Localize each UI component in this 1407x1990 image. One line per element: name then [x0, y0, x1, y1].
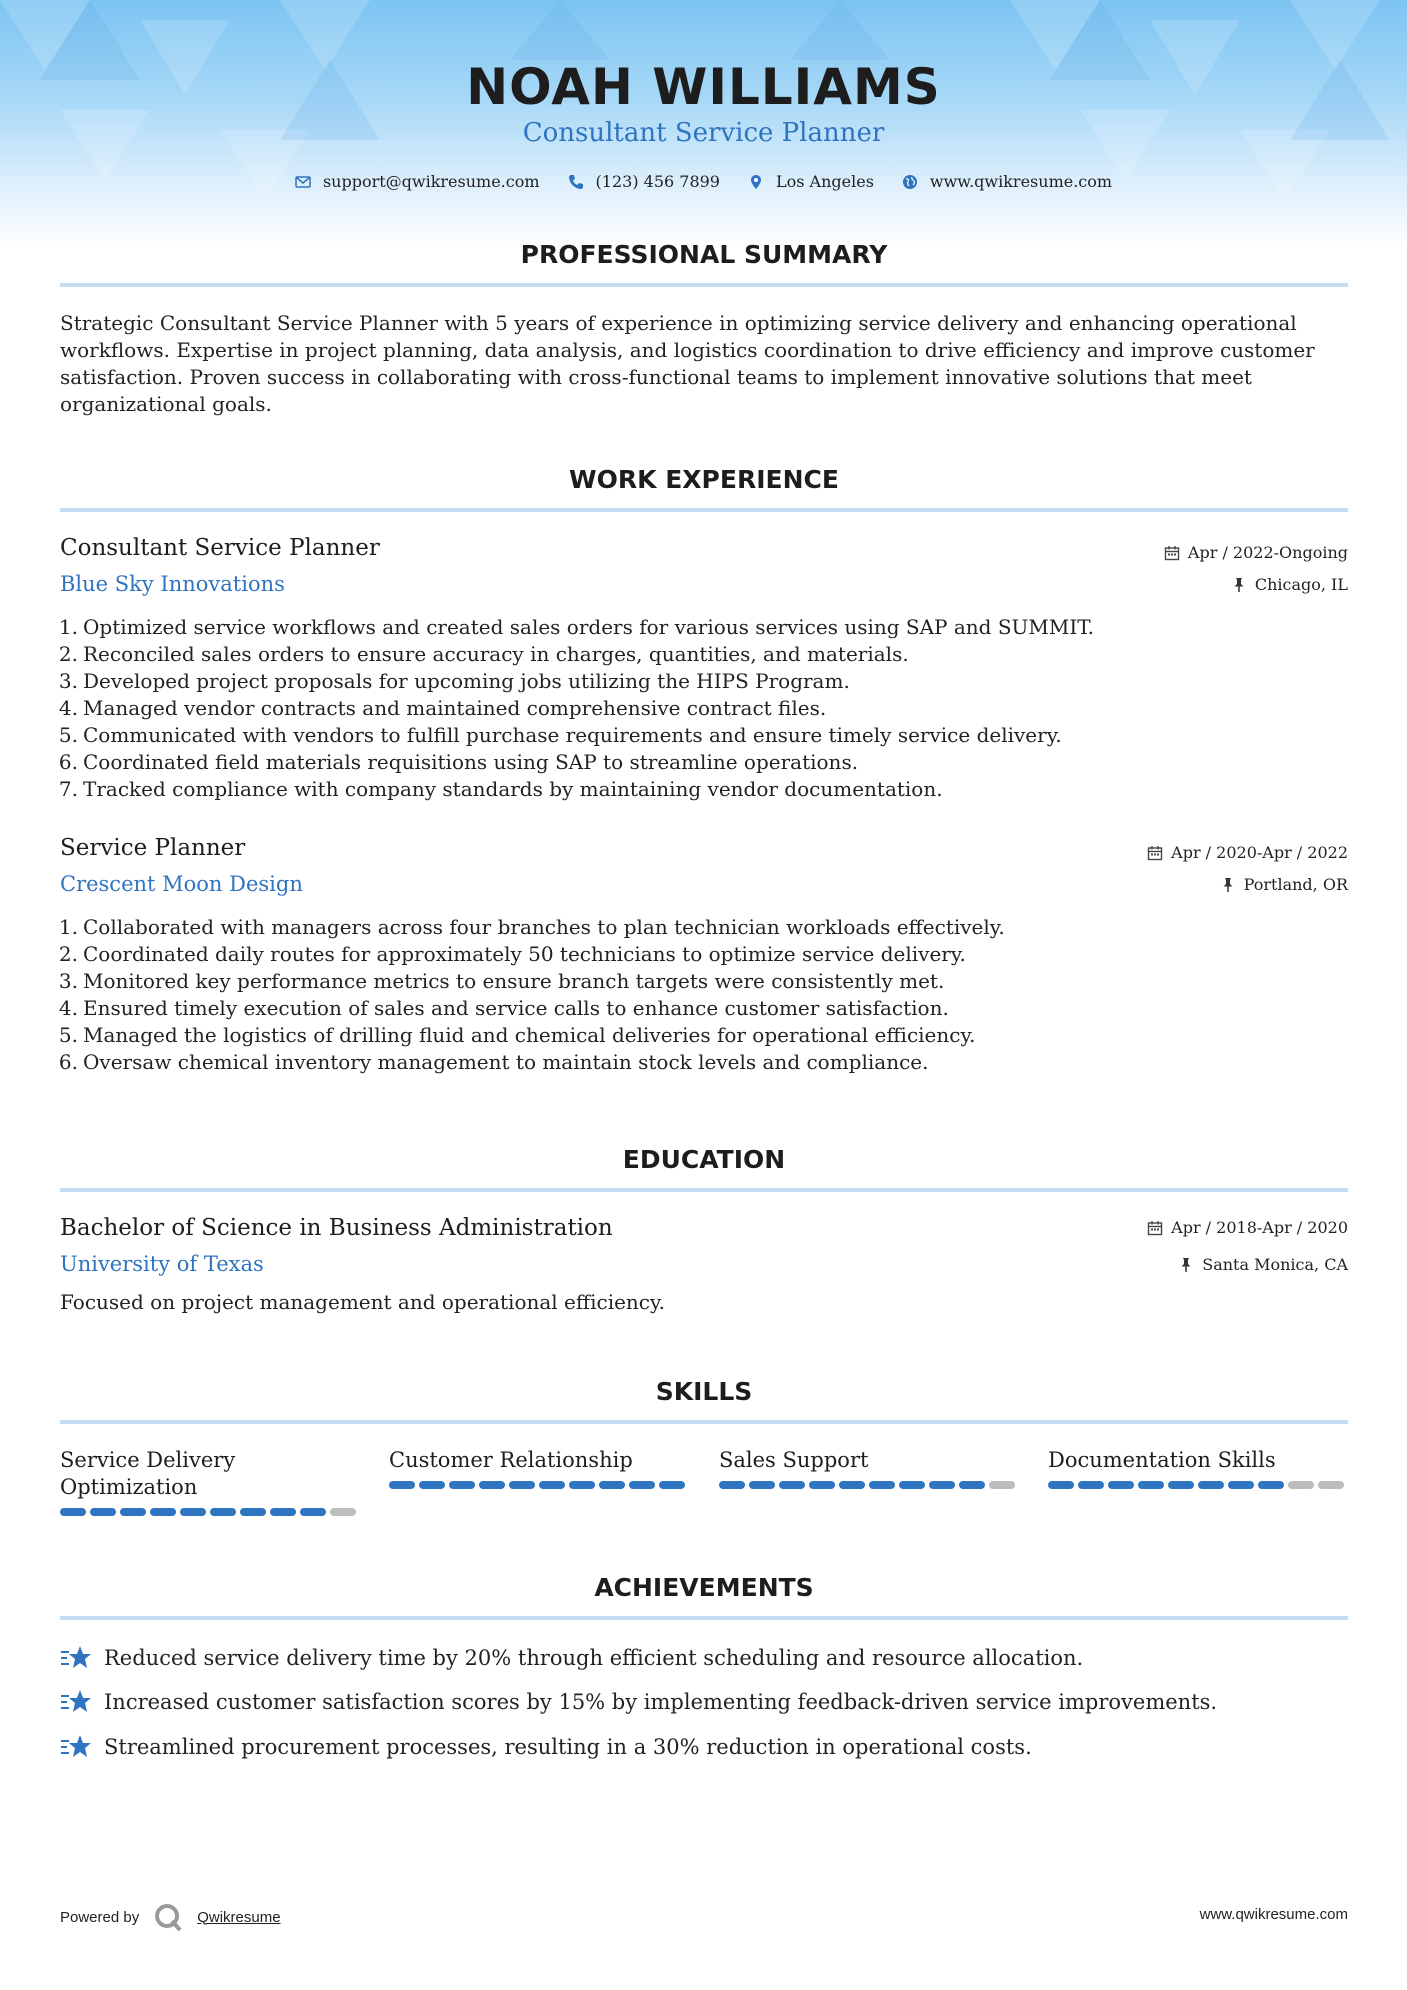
star-icon	[60, 1733, 92, 1761]
list-item: 4. Ensured timely execution of sales and service calls to enhance customer satisfaction.	[58, 996, 949, 1020]
skill-level-segment	[719, 1481, 745, 1489]
list-item: 7. Tracked compliance with company standards by maintaining vendor documentation.	[58, 777, 943, 801]
job-bullets	[54, 614, 1344, 803]
skill-level-segment	[60, 1508, 86, 1516]
school-name: University of Texas	[60, 1252, 264, 1276]
list-item: 6. Oversaw chemical inventory management to maintain stock levels and compliance.	[58, 1050, 929, 1074]
skill-level-segment	[1108, 1481, 1134, 1489]
skill-level-segment	[270, 1508, 296, 1516]
skill-level-segment	[509, 1481, 535, 1489]
skill-level-segment	[539, 1481, 565, 1489]
job-location-text: Portland, OR	[1243, 875, 1348, 894]
job-dates	[1147, 843, 1348, 862]
skill-name: Documentation Skills	[1048, 1448, 1276, 1472]
job-dates	[1164, 543, 1348, 562]
achievement-text: Reduced service delivery time by 20% through efficient scheduling and resource allocation.	[104, 1646, 1084, 1670]
contact-location-text: Los Angeles	[775, 172, 874, 191]
list-item: 6. Coordinated field materials requisitions using SAP to streamline operations.	[58, 750, 859, 774]
skill-level-segment	[90, 1508, 116, 1516]
star-icon	[60, 1644, 92, 1672]
pushpin-icon	[1178, 1257, 1194, 1273]
degree-title: Bachelor of Science in Business Administration	[60, 1215, 613, 1241]
skill-level-segment	[180, 1508, 206, 1516]
job-title: Service Planner	[60, 835, 246, 861]
skill-level-segment	[929, 1481, 955, 1489]
skill-level-segment	[1258, 1481, 1284, 1489]
skill-level-segment	[779, 1481, 805, 1489]
list-item: 3. Monitored key performance metrics to ensure branch targets were consistently met.	[58, 969, 945, 993]
achievements-heading: ACHIEVEMENTS	[594, 1573, 814, 1602]
pushpin-icon	[1220, 877, 1236, 893]
candidate-name: NOAH WILLIAMS	[466, 58, 941, 116]
job-location	[1220, 875, 1348, 894]
skill-name: Sales Support	[719, 1448, 869, 1472]
skill-level-segment	[959, 1481, 985, 1489]
envelope-icon	[295, 174, 311, 190]
job-title: Consultant Service Planner	[60, 535, 380, 561]
summary-divider	[60, 283, 1348, 287]
powered-by-label: Powered by	[60, 1908, 140, 1926]
summary-text: Strategic Consultant Service Planner with 5 years of experience in optimizing service delivery and enhancing operational workflows. Expertise in project planning, data analysis, and logistics coordination to drive efficiency and improve customer satisfaction. Proven success in collaborating with cross-functional teams to implement innovative solutions that meet organizational goals.	[60, 311, 1315, 416]
skill-level-segment	[300, 1508, 326, 1516]
skill-level-segment	[120, 1508, 146, 1516]
list-item: 1. Collaborated with managers across four branches to plan technician workloads effectively.	[58, 915, 1005, 939]
list-item: 3. Developed project proposals for upcoming jobs utilizing the HIPS Program.	[58, 669, 850, 693]
education-note: Focused on project management and operational efficiency.	[60, 1290, 666, 1314]
skill-level-segment	[150, 1508, 176, 1516]
education-location-text: Santa Monica, CA	[1202, 1255, 1348, 1274]
calendar-icon	[1147, 845, 1163, 861]
star-icon	[60, 1688, 92, 1716]
skill-level-segment	[240, 1508, 266, 1516]
contact-email[interactable]	[295, 172, 540, 191]
map-marker-icon	[748, 174, 764, 190]
skill-level-bar	[1048, 1481, 1348, 1489]
skill-level-segment	[1228, 1481, 1254, 1489]
education-divider	[60, 1188, 1348, 1192]
skill-level-bar	[60, 1508, 360, 1516]
skills-heading: SKILLS	[655, 1377, 753, 1406]
skill-level-segment	[449, 1481, 475, 1489]
job-bullets	[54, 914, 1344, 1076]
skill-level-segment	[1318, 1481, 1344, 1489]
brand-link[interactable]: Qwikresume	[197, 1908, 281, 1926]
education-location	[1178, 1255, 1348, 1274]
education-dates	[1147, 1218, 1348, 1237]
skill-level-segment	[419, 1481, 445, 1489]
skill-level-segment	[330, 1508, 356, 1516]
skill-level-segment	[989, 1481, 1015, 1489]
job-dates-text: Apr / 2022-Ongoing	[1187, 543, 1348, 562]
achievement-text: Increased customer satisfaction scores by 15% by implementing feedback-driven service improvements.	[104, 1690, 1218, 1714]
contact-website[interactable]	[902, 172, 1112, 191]
skill-level-segment	[629, 1481, 655, 1489]
experience-heading: WORK EXPERIENCE	[569, 465, 839, 494]
skill-level-segment	[210, 1508, 236, 1516]
skill-level-segment	[1198, 1481, 1224, 1489]
skill-name: Customer Relationship	[389, 1448, 633, 1472]
achievement-item	[60, 1644, 1083, 1672]
calendar-icon	[1164, 545, 1180, 561]
achievement-text: Streamlined procurement processes, resulting in a 30% reduction in operational costs.	[104, 1735, 1032, 1759]
skill-level-segment	[1138, 1481, 1164, 1489]
calendar-icon	[1147, 1220, 1163, 1236]
summary-heading: PROFESSIONAL SUMMARY	[520, 240, 888, 269]
achievement-item	[60, 1733, 1032, 1761]
list-item: 5. Communicated with vendors to fulfill purchase requirements and ensure timely service delivery.	[58, 723, 1062, 747]
contact-website-text: www.qwikresume.com	[929, 172, 1113, 191]
list-item: 1. Optimized service workflows and created sales orders for various services using SAP and SUMMIT.	[58, 615, 1094, 639]
skill-level-segment	[749, 1481, 775, 1489]
skill-name: Service Delivery Optimization	[60, 1448, 236, 1499]
list-item: 4. Managed vendor contracts and maintained comprehensive contract files.	[58, 696, 827, 720]
skill-level-segment	[1048, 1481, 1074, 1489]
contact-email-text: support@qwikresume.com	[322, 172, 540, 191]
company-name: Crescent Moon Design	[60, 872, 303, 896]
job-location	[1231, 575, 1348, 594]
footer-website[interactable]: www.qwikresume.com	[1199, 1906, 1348, 1923]
education-dates-text: Apr / 2018-Apr / 2020	[1171, 1218, 1348, 1237]
education-heading: EDUCATION	[622, 1145, 786, 1174]
contact-phone-text: (123) 456 7899	[595, 172, 720, 191]
skill-level-segment	[839, 1481, 865, 1489]
skill-level-segment	[389, 1481, 415, 1489]
contact-phone[interactable]	[568, 172, 720, 191]
skill-level-bar	[389, 1481, 689, 1489]
job-location-text: Chicago, IL	[1254, 575, 1348, 594]
list-item: 5. Managed the logistics of drilling fluid and chemical deliveries for operational efficiency.	[58, 1023, 976, 1047]
skill-level-segment	[809, 1481, 835, 1489]
phone-icon	[568, 174, 584, 190]
globe-icon	[902, 174, 918, 190]
list-item: 2. Coordinated daily routes for approximately 50 technicians to optimize service delivery.	[58, 942, 966, 966]
footer-powered-by	[60, 1902, 281, 1932]
skill-level-segment	[659, 1481, 685, 1489]
skill-level-segment	[599, 1481, 625, 1489]
contact-location	[748, 172, 874, 191]
skill-item	[60, 1447, 360, 1516]
contact-bar	[0, 172, 1407, 191]
skill-item	[1048, 1447, 1348, 1489]
skill-level-segment	[479, 1481, 505, 1489]
skill-level-segment	[569, 1481, 595, 1489]
qwikresume-logo-icon	[153, 1902, 183, 1932]
experience-divider	[60, 508, 1348, 512]
skill-level-segment	[1288, 1481, 1314, 1489]
list-item: 2. Reconciled sales orders to ensure accuracy in charges, quantities, and materials.	[58, 642, 909, 666]
job-dates-text: Apr / 2020-Apr / 2022	[1171, 843, 1348, 862]
achievements-divider	[60, 1616, 1348, 1620]
skill-level-segment	[1168, 1481, 1194, 1489]
skill-item	[719, 1447, 1019, 1489]
skills-divider	[60, 1420, 1348, 1424]
pushpin-icon	[1231, 577, 1247, 593]
skill-level-segment	[869, 1481, 895, 1489]
candidate-role: Consultant Service Planner	[522, 118, 885, 148]
skill-level-bar	[719, 1481, 1019, 1489]
skill-item	[389, 1447, 689, 1489]
skill-level-segment	[899, 1481, 925, 1489]
skill-level-segment	[1078, 1481, 1104, 1489]
company-name: Blue Sky Innovations	[60, 572, 285, 596]
achievement-item	[60, 1688, 1217, 1716]
